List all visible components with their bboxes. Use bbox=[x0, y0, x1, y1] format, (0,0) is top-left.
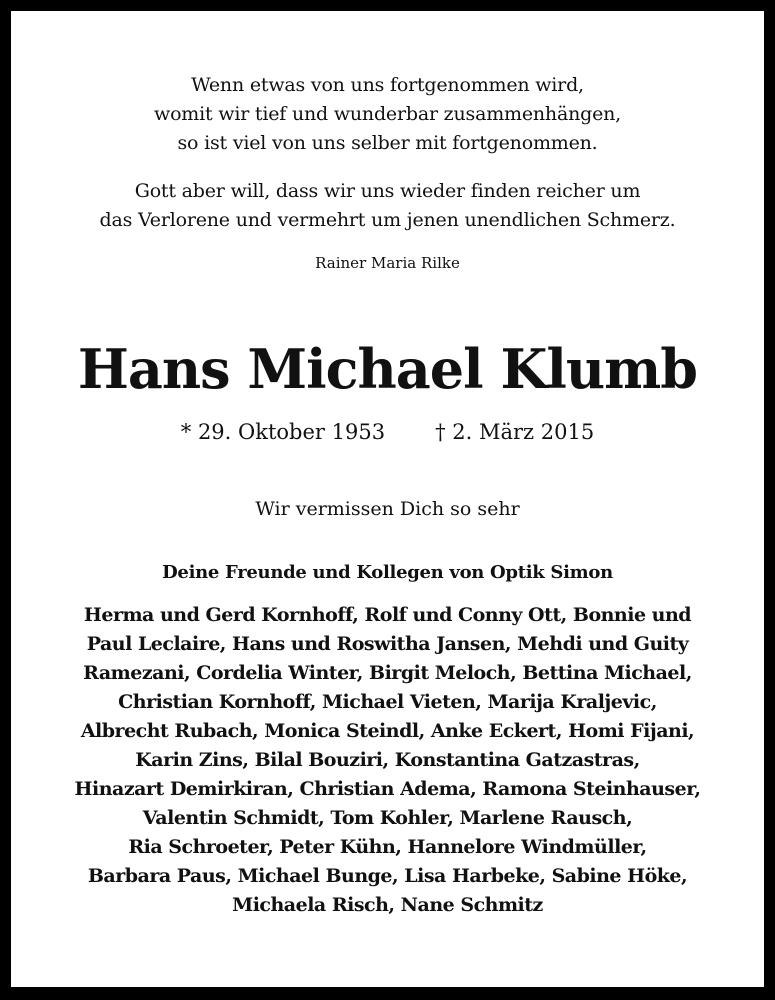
signers-heading: Deine Freunde und Kollegen von Optik Simon bbox=[162, 562, 613, 583]
signer-line: Michaela Risch, Nane Schmitz bbox=[232, 894, 543, 916]
poem-line: das Verlorene und vermehrt um jenen unendlichen Schmerz. bbox=[99, 209, 676, 231]
poem-line: Wenn etwas von uns fortgenommen wird, bbox=[191, 74, 584, 96]
signer-line: Christian Kornhoff, Michael Vieten, Marija Kraljevic, bbox=[118, 691, 657, 713]
poem-stanza-2 bbox=[11, 177, 764, 235]
signer-list bbox=[11, 601, 764, 920]
signer-line: Paul Leclaire, Hans und Roswitha Jansen, Mehdi und Guity bbox=[86, 633, 689, 655]
signer-line: Karin Zins, Bilal Bouziri, Konstantina Gatzastras, bbox=[135, 749, 640, 771]
signer-line: Herma und Gerd Kornhoff, Rolf und Conny Ott, Bonnie und bbox=[83, 604, 692, 626]
poem-line: Gott aber will, dass wir uns wieder finden reicher um bbox=[134, 180, 641, 202]
deceased-name: Hans Michael Klumb bbox=[77, 337, 698, 401]
signer-line: Hinazart Demirkiran, Christian Adema, Ramona Steinhauser, bbox=[74, 778, 701, 800]
poem-author: Rainer Maria Rilke bbox=[315, 254, 460, 272]
signer-line: Ria Schroeter, Peter Kühn, Hannelore Windmüller, bbox=[128, 836, 647, 858]
death-date: † 2. März 2015 bbox=[435, 420, 595, 444]
signer-line: Valentin Schmidt, Tom Kohler, Marlene Rausch, bbox=[142, 807, 633, 829]
poem-stanza-1 bbox=[11, 71, 764, 158]
signer-line: Barbara Paus, Michael Bunge, Lisa Harbeke, Sabine Höke, bbox=[87, 865, 688, 887]
signer-line: Albrecht Rubach, Monica Steindl, Anke Eckert, Homi Fijani, bbox=[80, 720, 695, 742]
life-dates bbox=[11, 418, 764, 446]
poem-line: womit wir tief und wunderbar zusammenhängen, bbox=[154, 103, 621, 125]
farewell-message: Wir vermissen Dich so sehr bbox=[255, 498, 520, 520]
poem-line: so ist viel von uns selber mit fortgenommen. bbox=[177, 132, 598, 154]
birth-date: * 29. Oktober 1953 bbox=[180, 420, 386, 444]
signer-line: Ramezani, Cordelia Winter, Birgit Meloch, Bettina Michael, bbox=[83, 662, 692, 684]
